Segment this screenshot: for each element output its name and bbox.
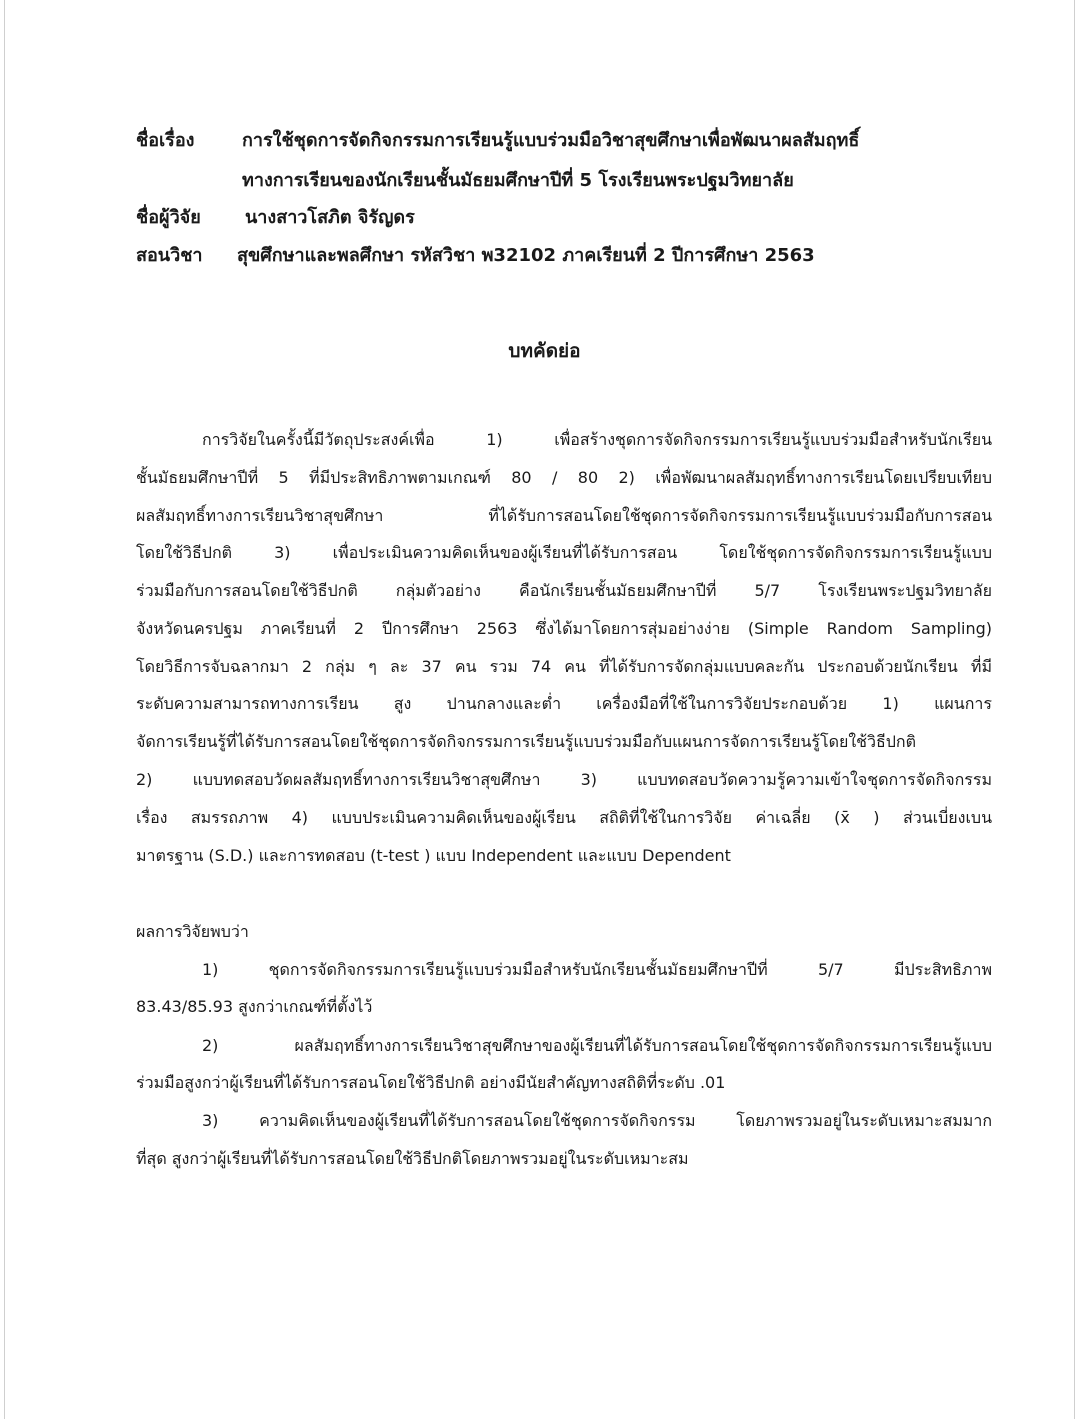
result-line: ที่สุด สูงกว่าผู้เรียนที่ได้รับการสอนโดยใช้วิธีปกติโดยภาพรวมอยู่ในระดับเหมาะสม [136,1149,689,1168]
researcher-label: ชื่อผู้วิจัย [136,207,201,228]
result-line: 3) ความคิดเห็นของผู้เรียนที่ได้รับการสอนโดยใช้ชุดการจัดกิจกรรม โดยภาพรวมอยู่ในระดับเหมาะสมมาก [202,1111,992,1130]
result-line: 83.43/85.93 สูงกว่าเกณฑ์ที่ตั้งไว้ [136,997,373,1016]
abstract-line: โดยใช้วิธีปกติ 3) เพื่อประเมินความคิดเห็นของผู้เรียนที่ได้รับการสอน โดยใช้ชุดการจัดกิจกรรมการเรียนรู้แบบ [136,543,992,562]
abstract-line: ระดับความสามารถทางการเรียน สูง ปานกลางและต่ำ เครื่องมือที่ใช้ในการวิจัยประกอบด้วย 1) แผนการ [136,694,992,713]
researcher-name: นางสาวโสภิต จิรัญดร [245,207,415,228]
abstract-line: โดยวิธีการจับฉลากมา 2 กลุ่ม ๆ ละ 37 คน รวม 74 คน ที่ได้รับการจัดกลุ่มแบบคละกัน ประกอบด้วยนักเรียน ที่มี [136,657,992,676]
abstract-line: การวิจัยในครั้งนี้มีวัตถุประสงค์เพื่อ 1) เพื่อสร้างชุดการจัดกิจกรรมการเรียนรู้แบบร่วมมือสำหรับนักเรียน [202,430,992,449]
abstract-line: ผลสัมฤทธิ์ทางการเรียนวิชาสุขศึกษา ที่ได้รับการสอนโดยใช้ชุดการจัดกิจกรรมการเรียนรู้แบบร่วมมือกับการสอน [136,506,992,525]
title-text-line-2: ทางการเรียนของนักเรียนชั้นมัธยมศึกษาปีที่ 5 โรงเรียนพระปฐมวิทยาลัย [242,170,794,191]
abstract-line: ชั้นมัธยมศึกษาปีที่ 5 ที่มีประสิทธิภาพตามเกณฑ์ 80 / 80 2) เพื่อพัฒนาผลสัมฤทธิ์ทางการเรียนโดยเปรียบเทียบ [136,468,992,487]
subject-text: สุขศึกษาและพลศึกษา รหัสวิชา พ32102 ภาคเรียนที่ 2 ปีการศึกษา 2563 [237,245,815,266]
abstract-line: ร่วมมือกับการสอนโดยใช้วิธีปกติ กลุ่มตัวอย่าง คือนักเรียนชั้นมัธยมศึกษาปีที่ 5/7 โรงเรียนพระปฐมวิทยาลัย [136,581,992,600]
results-label: ผลการวิจัยพบว่า [136,922,249,941]
abstract-line: จัดการเรียนรู้ที่ได้รับการสอนโดยใช้ชุดการจัดกิจกรรมการเรียนรู้แบบร่วมมือกับแผนการจัดการเรียนรู้โดยใช้วิธีปกติ [136,732,916,751]
result-line: 1) ชุดการจัดกิจกรรมการเรียนรู้แบบร่วมมือสำหรับนักเรียนชั้นมัธยมศึกษาปีที่ 5/7 มีประสิทธิภาพ [202,960,992,979]
abstract-line: เรื่อง สมรรถภาพ 4) แบบประเมินความคิดเห็นของผู้เรียน สถิติที่ใช้ในการวิจัย ค่าเฉลี่ย (x̄ ) ส่วนเบี่ยงเบน [136,808,992,827]
abstract-line: 2) แบบทดสอบวัดผลสัมฤทธิ์ทางการเรียนวิชาสุขศึกษา 3) แบบทดสอบวัดความรู้ความเข้าใจชุดการจัดกิจกรรม [136,770,992,789]
abstract-heading: บทคัดย่อ [508,340,581,362]
result-line: ร่วมมือสูงกว่าผู้เรียนที่ได้รับการสอนโดยใช้วิธีปกติ อย่างมีนัยสำคัญทางสถิติที่ระดับ .01 [136,1073,726,1092]
document-page [4,0,1075,1419]
result-line: 2) ผลสัมฤทธิ์ทางการเรียนวิชาสุขศึกษาของผู้เรียนที่ได้รับการสอนโดยใช้ชุดการจัดกิจกรรมการเรียนรู้แบบ [202,1036,992,1055]
title-label: ชื่อเรื่อง [136,130,195,151]
title-text-line-1: การใช้ชุดการจัดกิจกรรมการเรียนรู้แบบร่วมมือวิชาสุขศึกษาเพื่อพัฒนาผลสัมฤทธิ์ [242,130,860,151]
subject-label: สอนวิชา [136,245,203,266]
abstract-line: มาตรฐาน (S.D.) และการทดสอบ (t-test ) แบบ Independent และแบบ Dependent [136,846,731,865]
abstract-line: จังหวัดนครปฐม ภาคเรียนที่ 2 ปีการศึกษา 2563 ซึ่งได้มาโดยการสุ่มอย่างง่าย (Simple Random Sampling) [136,619,992,638]
